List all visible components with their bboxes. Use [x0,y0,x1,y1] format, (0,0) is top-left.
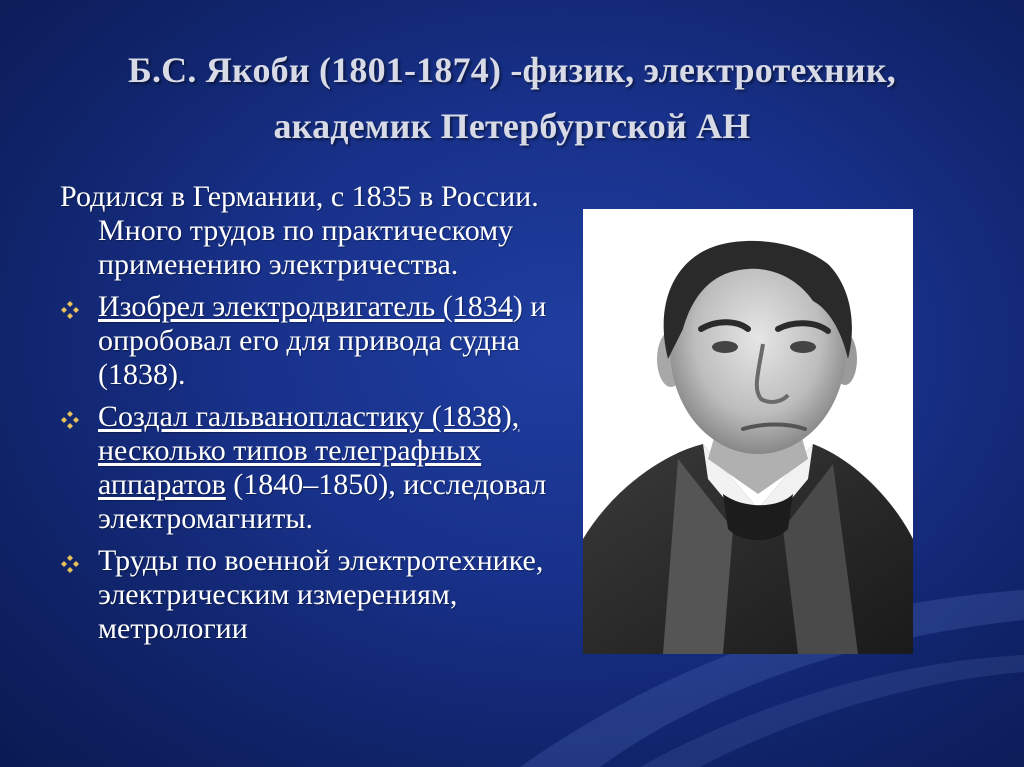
intro-paragraph [60,180,580,282]
bullet3-text: Труды по военной электротехнике, электрическим измерениям, метрологии [98,544,544,645]
title-line-1: Б.С. Якоби (1801-1874) -физик, электротехник, [127,50,897,90]
bullet2-text: (1840–1850), исследовал электромагниты. [98,468,547,535]
four-diamond-bullet-icon [60,410,80,430]
title-line-2: академик Петербургской АН [273,106,751,146]
slide-title [40,42,984,154]
bullet-item-motor [60,290,580,392]
intro-text-2: России. Много трудов по практическому применению электричества. [98,180,539,281]
bullet1-text: ) и опробовал его для привода судна (1838). [98,290,547,391]
four-diamond-bullet-icon [60,554,80,574]
slide-body [60,180,580,654]
bullet1-link[interactable]: Изобрел электродвигатель (1834 [98,290,513,323]
bullet-item-military [60,544,580,646]
intro-text-1: Родился в Германии, с 1835 в [60,180,434,213]
four-diamond-bullet-icon [60,300,80,320]
portrait-drawing [583,209,913,654]
portrait-image [583,209,913,654]
bullet2-link[interactable]: Создал гальванопластику (1838), несколько типов телеграфных аппаратов [98,400,520,501]
bullet-item-galvanoplasty [60,400,580,536]
